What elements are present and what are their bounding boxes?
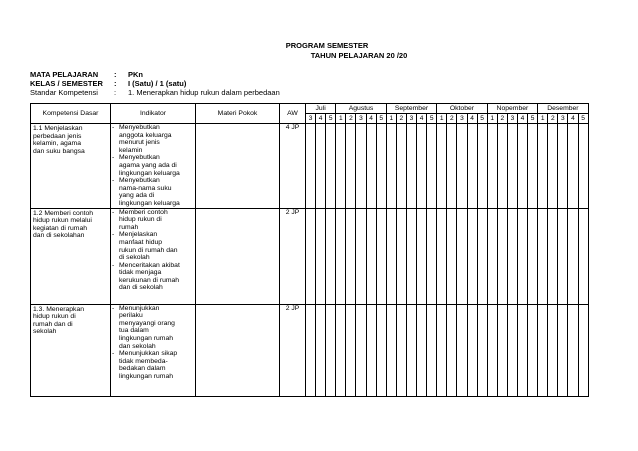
cell-week — [326, 304, 336, 396]
indikator-item — [111, 350, 195, 380]
cell-week — [366, 208, 376, 304]
indikator-item — [111, 177, 195, 207]
header-week: 3 — [356, 114, 366, 124]
header-indikator: Indikator — [111, 104, 196, 124]
header-week: 2 — [497, 114, 507, 124]
document-title: PROGRAM SEMESTER — [285, 41, 369, 50]
cell-week — [568, 208, 578, 304]
cell-week — [306, 304, 316, 396]
indikator-line: anggota keluarga — [119, 131, 172, 139]
program-semester-table — [30, 103, 589, 397]
indikator-line: hidup rukun di — [119, 216, 162, 224]
meta-key: Standar Kompetensi — [30, 88, 98, 97]
cell-week — [316, 304, 326, 396]
cell-week — [366, 304, 376, 396]
cell-week — [306, 208, 316, 304]
cell-week — [316, 124, 326, 209]
header-week: 5 — [427, 114, 437, 124]
header-week: 3 — [558, 114, 568, 124]
kd-line: kegiatan di rumah — [33, 224, 88, 232]
kd-line: dan suku bangsa — [33, 147, 85, 155]
cell-week — [306, 124, 316, 209]
cell-week — [568, 124, 578, 209]
table-row — [31, 124, 589, 209]
meta-sep: : — [114, 88, 117, 97]
indikator-line: menyayangi orang — [119, 319, 175, 327]
meta-value: 1. Menerapkan hidup rukun dalam perbedaan — [128, 88, 280, 97]
indikator-line: dan sekolah — [119, 342, 156, 350]
header-week: 1 — [538, 114, 548, 124]
cell-week — [517, 208, 527, 304]
cell-week — [548, 304, 558, 396]
header-week: 3 — [306, 114, 316, 124]
cell-week — [437, 208, 447, 304]
cell-week — [477, 124, 487, 209]
indikator-line: lingkungan keluarga — [119, 199, 180, 207]
header-week: 1 — [336, 114, 346, 124]
cell-week — [457, 124, 467, 209]
cell-week — [406, 304, 416, 396]
header-month: Oktober — [437, 104, 487, 114]
cell-week — [568, 304, 578, 396]
meta-mata-pelajaran — [30, 70, 143, 79]
indikator-line: rumah — [119, 223, 139, 231]
kd-line: perbedaan jenis — [33, 132, 82, 140]
cell-indikator — [111, 208, 196, 304]
cell-week — [477, 304, 487, 396]
cell-week — [548, 208, 558, 304]
header-week: 4 — [316, 114, 326, 124]
cell-week — [457, 304, 467, 396]
header-week: 2 — [548, 114, 558, 124]
cell-week — [497, 304, 507, 396]
cell-week — [396, 304, 406, 396]
cell-week — [578, 124, 588, 209]
kd-line: sekolah — [33, 328, 57, 336]
indikator-item — [111, 209, 195, 232]
indikator-line: di sekolah — [119, 254, 150, 262]
indikator-line: lingkungan rumah — [119, 334, 174, 342]
header-week: 5 — [477, 114, 487, 124]
cell-week — [497, 208, 507, 304]
indikator-line: - Menjelaskan — [119, 231, 158, 239]
indikator-line: - Menunjukkan sikap — [119, 350, 178, 358]
header-week: 4 — [517, 114, 527, 124]
header-week: 1 — [437, 114, 447, 124]
cell-week — [336, 208, 346, 304]
cell-week — [417, 124, 427, 209]
kd-line: 1.3. Menerapkan — [33, 305, 85, 313]
cell-week — [447, 208, 457, 304]
indikator-line: kerukunan di rumah — [119, 276, 180, 284]
cell-week — [326, 208, 336, 304]
document-subtitle: TAHUN PELAJARAN 20 /20 — [310, 51, 408, 60]
indikator-line: tidak membeda- — [119, 357, 168, 365]
header-month: Juli — [306, 104, 336, 114]
indikator-line: rukun di rumah dan — [119, 246, 178, 254]
cell-week — [578, 208, 588, 304]
cell-week — [427, 304, 437, 396]
indikator-line: tua dalam — [119, 327, 149, 335]
header-week: 4 — [568, 114, 578, 124]
cell-week — [376, 124, 386, 209]
kd-line: dan di sekolahan — [33, 232, 85, 240]
cell-week — [346, 304, 356, 396]
indikator-line: bedakan dalam — [119, 365, 166, 373]
header-week: 3 — [406, 114, 416, 124]
cell-week — [538, 304, 548, 396]
kd-line: kelamin, agama — [33, 140, 81, 148]
cell-kompetensi-dasar — [31, 208, 111, 304]
cell-week — [528, 124, 538, 209]
cell-week — [437, 304, 447, 396]
header-materi-pokok: Materi Pokok — [196, 104, 280, 124]
cell-week — [497, 124, 507, 209]
header-week: 5 — [528, 114, 538, 124]
header-week: 1 — [386, 114, 396, 124]
indikator-line: lingkungan rumah — [119, 372, 174, 380]
indikator-line: dan di sekolah — [119, 284, 163, 292]
cell-week — [487, 208, 497, 304]
cell-week — [558, 208, 568, 304]
indikator-line: menurut jenis — [119, 139, 160, 147]
indikator-item — [111, 124, 195, 154]
header-month: Nopember — [487, 104, 537, 114]
header-week: 2 — [396, 114, 406, 124]
cell-week — [396, 124, 406, 209]
cell-week — [507, 208, 517, 304]
header-week: 1 — [487, 114, 497, 124]
indikator-item — [111, 231, 195, 261]
cell-week — [467, 124, 477, 209]
header-week: 3 — [457, 114, 467, 124]
cell-week — [517, 124, 527, 209]
cell-kompetensi-dasar — [31, 124, 111, 209]
table-header-row — [31, 104, 589, 114]
cell-week — [528, 304, 538, 396]
meta-standar-kompetensi — [30, 88, 280, 97]
indikator-line: nama-nama suku — [119, 184, 172, 192]
cell-materi-pokok — [196, 304, 280, 396]
header-week: 3 — [507, 114, 517, 124]
cell-week — [437, 124, 447, 209]
cell-week — [507, 304, 517, 396]
indikator-item — [111, 262, 195, 292]
table-row — [31, 304, 589, 396]
cell-week — [558, 124, 568, 209]
cell-week — [487, 124, 497, 209]
cell-week — [447, 124, 457, 209]
cell-materi-pokok — [196, 124, 280, 209]
cell-indikator — [111, 124, 196, 209]
cell-aw: 2 JP — [280, 304, 306, 396]
header-week: 2 — [447, 114, 457, 124]
indikator-line: - Menunjukkan — [119, 304, 160, 312]
cell-week — [477, 208, 487, 304]
cell-week — [326, 124, 336, 209]
cell-week — [336, 124, 346, 209]
meta-value: PKn — [128, 70, 143, 79]
table-row — [31, 208, 589, 304]
meta-key: MATA PELAJARAN — [30, 70, 99, 79]
meta-sep: : — [114, 70, 117, 79]
header-week: 5 — [326, 114, 336, 124]
cell-week — [376, 208, 386, 304]
cell-week — [447, 304, 457, 396]
cell-week — [487, 304, 497, 396]
cell-week — [417, 208, 427, 304]
kd-line: 1.2 Memberi contoh — [33, 209, 94, 217]
cell-week — [507, 124, 517, 209]
cell-aw: 4 JP — [280, 124, 306, 209]
cell-week — [427, 124, 437, 209]
cell-week — [406, 208, 416, 304]
header-week: 5 — [578, 114, 588, 124]
cell-week — [356, 208, 366, 304]
indikator-line: kelamin — [119, 146, 143, 154]
cell-week — [366, 124, 376, 209]
indikator-line: tidak menjaga — [119, 269, 162, 277]
meta-key: KELAS / SEMESTER — [30, 79, 103, 88]
header-month: Desember — [538, 104, 588, 114]
cell-week — [558, 304, 568, 396]
cell-week — [467, 304, 477, 396]
indikator-line: lingkungan keluarga — [119, 169, 180, 177]
meta-value: I (Satu) / 1 (satu) — [128, 79, 187, 88]
cell-week — [356, 124, 366, 209]
header-month: September — [386, 104, 436, 114]
indikator-line: - Menyebutkan — [119, 177, 160, 185]
cell-week — [417, 304, 427, 396]
indikator-line: - Menceritakan akibat — [119, 261, 180, 269]
cell-week — [538, 208, 548, 304]
header-week: 4 — [366, 114, 376, 124]
cell-week — [356, 304, 366, 396]
cell-week — [406, 124, 416, 209]
cell-week — [396, 208, 406, 304]
meta-kelas-semester — [30, 79, 186, 88]
indikator-line: manfaat hidup — [119, 238, 163, 246]
cell-week — [578, 304, 588, 396]
cell-materi-pokok — [196, 208, 280, 304]
cell-week — [316, 208, 326, 304]
cell-week — [538, 124, 548, 209]
cell-week — [336, 304, 346, 396]
cell-week — [548, 124, 558, 209]
cell-week — [528, 208, 538, 304]
indikator-item — [111, 154, 195, 177]
cell-week — [427, 208, 437, 304]
cell-aw: 2 JP — [280, 208, 306, 304]
cell-week — [386, 124, 396, 209]
cell-week — [376, 304, 386, 396]
cell-week — [386, 208, 396, 304]
header-aw: AW — [280, 104, 306, 124]
cell-week — [386, 304, 396, 396]
cell-indikator — [111, 304, 196, 396]
header-week: 4 — [417, 114, 427, 124]
kd-line: hidup rukun melalui — [33, 217, 92, 225]
indikator-line: perilaku — [119, 312, 143, 320]
cell-week — [457, 208, 467, 304]
indikator-line: - Menyebutkan — [119, 124, 160, 131]
cell-week — [517, 304, 527, 396]
cell-week — [346, 208, 356, 304]
kd-line: rumah dan di — [33, 320, 73, 328]
header-week: 5 — [376, 114, 386, 124]
header-week: 4 — [467, 114, 477, 124]
header-month: Agustus — [336, 104, 386, 114]
kd-line: hidup rukun di — [33, 313, 76, 321]
indikator-line: yang ada di — [119, 192, 155, 200]
indikator-line: - Memberi contoh — [119, 208, 168, 216]
cell-kompetensi-dasar — [31, 304, 111, 396]
meta-sep: : — [114, 79, 117, 88]
indikator-line: agama yang ada di — [119, 161, 177, 169]
indikator-item — [111, 305, 195, 351]
indikator-line: - Menyebutkan — [119, 154, 160, 162]
cell-week — [467, 208, 477, 304]
cell-week — [346, 124, 356, 209]
header-kompetensi-dasar: Kompetensi Dasar — [31, 104, 111, 124]
header-week: 2 — [346, 114, 356, 124]
kd-line: 1.1 Menjelaskan — [33, 125, 83, 132]
